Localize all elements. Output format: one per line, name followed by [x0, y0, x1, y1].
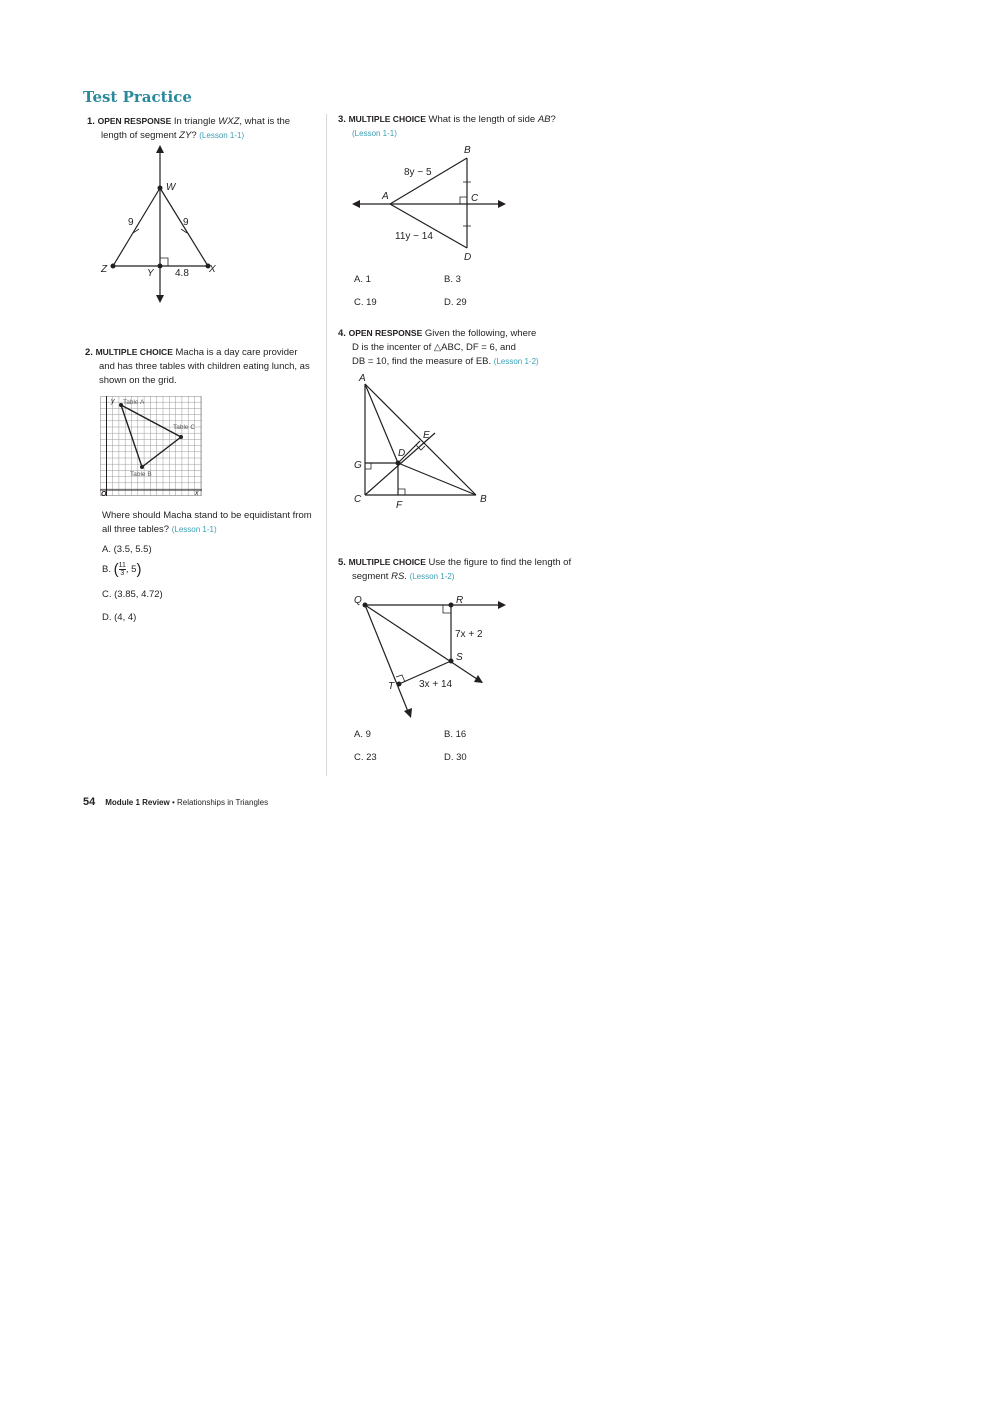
q2-axis-x: x: [195, 490, 199, 497]
column-divider: [326, 114, 327, 776]
question-2: [85, 345, 313, 388]
footer-separator: •: [169, 798, 177, 807]
q4-label-c: C: [354, 494, 362, 505]
q4-line-3: DB = 10, find the measure of EB.: [352, 356, 494, 367]
q5-label-s: S: [456, 652, 463, 663]
q2-choice-b-rest: , 5: [125, 564, 137, 575]
q3-text-b: ?: [550, 114, 556, 125]
q3-lesson-link[interactable]: (Lesson 1-1): [352, 129, 397, 138]
q1-text-a: In triangle: [171, 116, 219, 127]
q3-expr-ad: 11y − 14: [395, 231, 433, 242]
q2-table-c: Table C: [173, 424, 196, 431]
q3-kind: MULTIPLE CHOICE: [348, 114, 426, 124]
q3-label-b: B: [464, 145, 471, 156]
q4-number: 4.: [338, 328, 346, 339]
q5-expr-ts: 3x + 14: [419, 679, 453, 690]
q4-kind: OPEN RESPONSE: [348, 328, 423, 338]
q3-label-a: A: [382, 191, 389, 202]
q5-label-q: Q: [354, 595, 362, 606]
footer-topic: Relationships in Triangles: [176, 798, 269, 807]
q4-lesson-link[interactable]: (Lesson 1-2): [493, 357, 539, 366]
q1-side-zw: 9: [128, 217, 134, 228]
q2-choice-c[interactable]: C. (3.85, 4.72): [102, 589, 163, 600]
question-4: [338, 326, 578, 369]
q5-choice-b[interactable]: B. 16: [444, 729, 467, 740]
q3-choice-c[interactable]: C. 19: [354, 297, 377, 308]
footer-module: Module 1 Review: [105, 798, 170, 807]
q5-label-t: T: [388, 681, 395, 692]
q4-label-e: E: [423, 430, 430, 441]
q4-line-2: D is the incenter of △ABC, DF = 6, and: [352, 342, 516, 353]
q4-label-f: F: [396, 500, 403, 510]
q1-side-wx: 9: [183, 217, 189, 228]
q2-grid-figure: [100, 396, 204, 498]
q4-line-1: Given the following, where: [422, 328, 537, 339]
q1-label-z: Z: [101, 264, 108, 275]
q5-lesson-link[interactable]: (Lesson 1-2): [409, 572, 455, 581]
q2-fraction: [119, 562, 126, 577]
q2-choice-b[interactable]: [102, 561, 141, 578]
q5-text-b: .: [404, 571, 410, 582]
q2-choice-b-label: B.: [102, 564, 111, 575]
q5-choice-a[interactable]: A. 9: [354, 729, 371, 740]
q2-prompt-text: Where should Macha stand to be equidistant from all three tables?: [102, 510, 312, 535]
q3-side: AB: [537, 114, 551, 125]
q3-number: 3.: [338, 114, 346, 125]
q4-label-a: A: [359, 373, 366, 384]
q5-choice-d[interactable]: D. 30: [444, 752, 467, 763]
q1-triangle-figure: [95, 145, 230, 310]
q1-label-y: Y: [147, 268, 154, 279]
q2-fraction-den: 3: [120, 570, 125, 577]
q1-label-x: X: [209, 264, 216, 275]
q5-text-a: Use the figure to find the length of segment: [352, 557, 572, 582]
q1-text-c: ?: [191, 130, 200, 141]
question-1: [87, 114, 307, 143]
q3-choice-d[interactable]: D. 29: [444, 297, 467, 308]
q5-expr-rs: 7x + 2: [455, 629, 483, 640]
q5-angle-figure: [350, 590, 515, 722]
q1-label-w: W: [166, 182, 176, 193]
q1-text-b: , what is the length of segment: [101, 116, 291, 141]
q2-number: 2.: [85, 347, 93, 358]
q2-origin: O: [101, 491, 107, 498]
q5-label-r: R: [456, 595, 464, 606]
q4-label-g: G: [354, 460, 362, 471]
q2-choice-a[interactable]: A. (3.5, 5.5): [102, 544, 152, 555]
q2-paren-open: (: [113, 561, 119, 578]
q2-table-a: Table A: [123, 399, 145, 406]
q1-side-yx: 4.8: [175, 268, 189, 279]
q3-choice-b[interactable]: B. 3: [444, 274, 461, 285]
q5-kind: MULTIPLE CHOICE: [348, 557, 426, 567]
q3-expr-ab: 8y − 5: [404, 167, 432, 178]
question-5: [338, 555, 578, 584]
q2-text: Macha is a day care provider and has three tables with children eating lunch, as shown on the grid.: [99, 347, 310, 386]
q2-choice-d[interactable]: D. (4, 4): [102, 612, 137, 623]
q3-choice-a[interactable]: A. 1: [354, 274, 371, 285]
q5-segment: RS: [391, 571, 405, 582]
q2-kind: MULTIPLE CHOICE: [95, 347, 173, 357]
q5-choice-c[interactable]: C. 23: [354, 752, 377, 763]
page-title: Test Practice: [83, 88, 192, 106]
q2-axis-y: y: [111, 398, 115, 405]
q2-prompt: [102, 509, 322, 537]
page-number: 54: [83, 796, 96, 808]
q3-text-a: What is the length of side: [425, 114, 538, 125]
q4-label-b: B: [480, 494, 487, 505]
q3-label-d: D: [464, 252, 472, 263]
q1-kind: OPEN RESPONSE: [97, 116, 172, 126]
q3-label-c: C: [471, 193, 479, 204]
q1-triangle: WXZ: [218, 116, 240, 127]
q2-fraction-num: 11: [118, 562, 126, 569]
q3-triangle-figure: [350, 142, 510, 264]
page-footer: [83, 796, 268, 808]
q1-number: 1.: [87, 116, 95, 127]
q2-lesson-link[interactable]: (Lesson 1-1): [171, 525, 217, 534]
question-3: [338, 112, 558, 141]
q2-paren-close: ): [136, 561, 142, 578]
q5-number: 5.: [338, 557, 346, 568]
q1-segment: ZY: [179, 130, 192, 141]
q4-incenter-figure: [350, 370, 495, 510]
q2-table-b: Table B: [130, 471, 152, 478]
q1-lesson-link[interactable]: (Lesson 1-1): [199, 131, 245, 140]
q4-label-d: D: [398, 448, 406, 459]
